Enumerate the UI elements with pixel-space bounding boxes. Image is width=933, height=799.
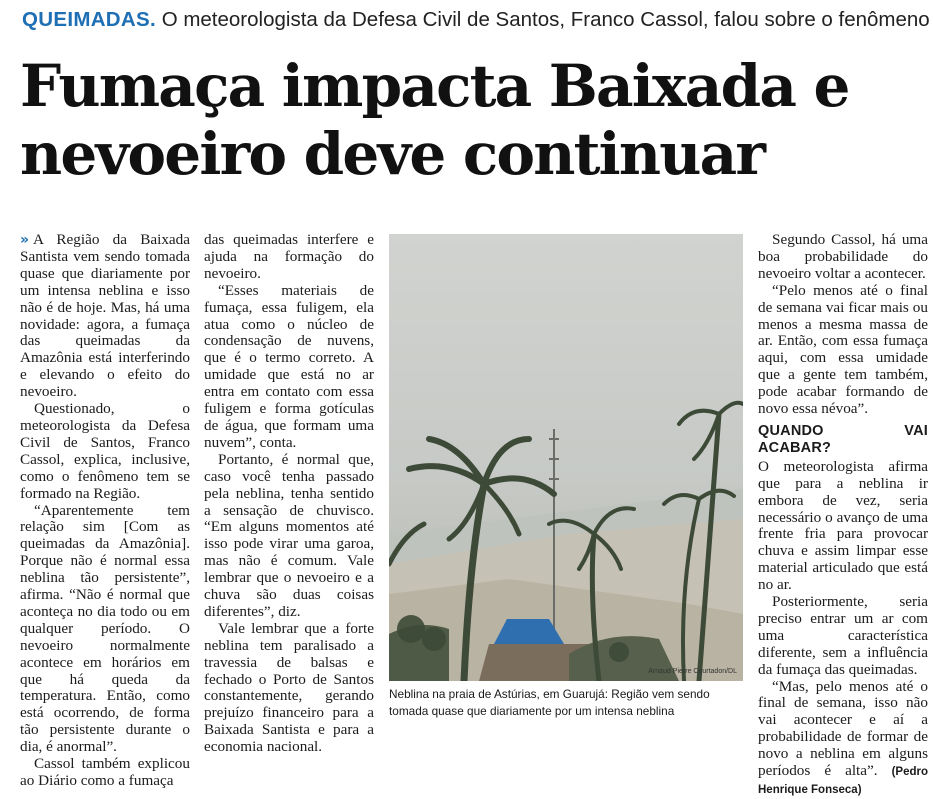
subheading: QUANDO VAI ACABAR? <box>758 422 928 456</box>
headline-line-1: Fumaça impacta Baixada e <box>20 52 849 120</box>
article-column-2 <box>204 232 374 756</box>
lead-marker-icon: » <box>20 232 30 248</box>
kicker <box>22 6 930 34</box>
article-column-4 <box>758 232 928 799</box>
paragraph: “Mas, pelo menos até o final de semana, isso não vai acontecer e aí a probabilidade de formar de novo a neblina em alguns períodos é alta”. (Pedro Henrique Fonseca) <box>758 677 928 796</box>
paragraph: Segundo Cassol, há uma boa probabilidade do nevoeiro voltar a acontecer. <box>758 231 928 282</box>
paragraph: O meteorologista afirma que para a neblina ir embora de vez, seria necessário o avanço de uma frente fria para provocar chuva e assim limpar esse material articulado que está no ar. <box>758 457 928 594</box>
paragraph: “Esses materiais de fumaça, essa fuligem, ela atua como o núcleo de condensação de nuvens, que é o termo correto. A umidade que está no ar entra em contato com essa fuligem e forma gotículas de água, que formam uma nuvem”, conta. <box>204 281 374 451</box>
foggy-beach-image <box>389 234 743 681</box>
byline: (Pedro Henrique Fonseca) <box>758 766 928 796</box>
paragraph: “Pelo menos até o final de semana vai ficar mais ou menos a mesma massa de ar. Então, com essa fumaça aqui, com essa umidade que a gente tem também, pode acabar formando de novo essa névoa”. <box>758 281 928 418</box>
article-column-1 <box>20 232 190 790</box>
paragraph: Cassol também explicou ao Diário como a fumaça <box>20 755 190 789</box>
section-tag: QUEIMADAS . <box>22 8 156 31</box>
kicker-text: O meteorologista da Defesa Civil de Santos, Franco Cassol, falou sobre o fenômeno <box>161 8 930 31</box>
paragraph: Portanto, é normal que, caso você tenha passado pela neblina, tenha sentido a sensação de chuvisco. “Em alguns momentos até isso pode virar uma garoa, mas não é comum. Vale lembrar que o nevoeiro e a chuva são duas coisas diferentes”, diz. <box>204 450 374 620</box>
headline <box>20 52 920 188</box>
headline-line-2: nevoeiro deve continuar <box>20 120 765 188</box>
paragraph: das queimadas interfere e ajuda na formação do nevoeiro. <box>204 231 374 282</box>
paragraph: Vale lembrar que a forte neblina tem paralisado a travessia de balsas e fechado o Porto de Santos constantemente, gerando prejuízo financeiro para a Baixada Santista e para a economia nacional. <box>204 619 374 756</box>
photo-caption: Neblina na praia de Astúrias, em Guarujá: Região vem sendo tomada quase que diariamente por um intensa neblina <box>389 687 710 718</box>
paragraph: “Aparentemente tem relação sim [Com as queimadas da Amazônia]. Porque não é normal essa neblina tão persistente”, afirma. “Não é normal que aconteça no dia todo ou em qualquer período. O nevoeiro normalmente acontece em horários em que há queda da temperatura. Então, como está ocorrendo, de forma tão persistente durante o dia, é anormal”. <box>20 501 190 756</box>
paragraph: Posteriormente, seria preciso entrar um ar com uma característica diferente, sem a influência da fumaça das queimadas. <box>758 593 928 678</box>
lead-paragraph: » A Região da Baixada Santista vem sendo tomada quase que diariamente por um intensa neblina e isso não é de hoje. Mas, há uma novidade: agora, a fumaça das queimadas da Amazônia está interferindo e elevando o efeito do nevoeiro. <box>20 231 190 401</box>
news-photo <box>389 234 743 681</box>
paragraph: Questionado, o meteorologista da Defesa Civil de Santos, Franco Cassol, explica, inclusive, como o fenômeno tem se formado na Região. <box>20 400 190 502</box>
photo-credit: Arnaud Pierre Courtadon/DL <box>648 668 737 675</box>
